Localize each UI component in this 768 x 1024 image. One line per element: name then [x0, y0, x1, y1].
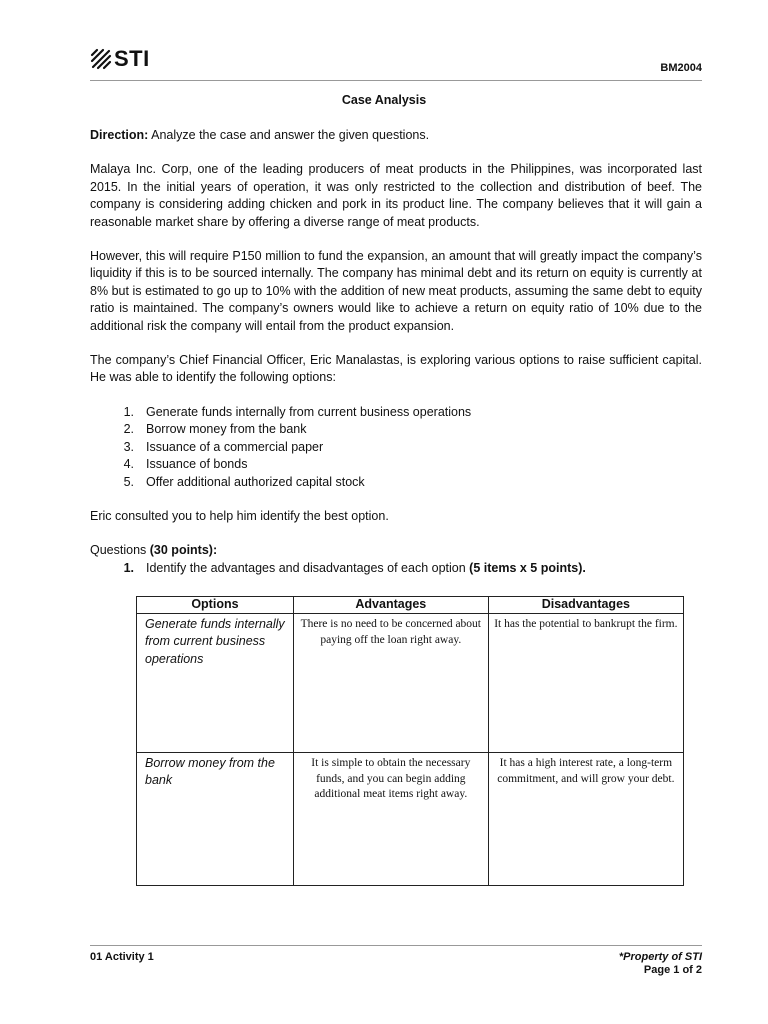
property-notice: *Property of STI	[618, 951, 702, 963]
direction-label: Direction:	[90, 128, 149, 142]
list-number: 1.	[123, 404, 134, 419]
page-footer	[90, 945, 702, 976]
question-points: (5 items x 5 points).	[469, 560, 586, 575]
list-text: Generate funds internally from current business operations	[146, 404, 472, 419]
page-title: Case Analysis	[341, 93, 427, 107]
question-text-wrap	[146, 560, 586, 577]
sti-logo-icon	[90, 48, 112, 70]
activity-label: 01 Activity 1	[90, 951, 154, 963]
options-table	[136, 596, 684, 886]
questions-points: (30 points):	[149, 543, 218, 558]
page-number: Page 1 of 2	[643, 964, 702, 976]
question-text: Identify the advantages and disadvantages of each option	[146, 560, 470, 575]
table-row	[137, 753, 684, 886]
option-cell[interactable]: Borrow money from the bank	[137, 753, 294, 886]
options-list	[90, 404, 702, 491]
consult-line: Eric consulted you to help him identify the best option.	[90, 508, 389, 523]
logo-text: STI	[114, 46, 150, 71]
question-1	[90, 560, 702, 577]
list-number: 2.	[123, 422, 134, 437]
list-number: 5.	[123, 474, 134, 489]
direction-text: Analyze the case and answer the given questions.	[148, 128, 430, 142]
case-paragraph-3: The company’s Chief Financial Officer, Eric Manalastas, is exploring various options to raise sufficient capital. He was able to identify the following options:	[90, 353, 702, 385]
sti-logo	[90, 48, 150, 70]
list-item	[90, 404, 702, 421]
questions-label: Questions	[90, 543, 150, 558]
list-item	[90, 421, 702, 438]
page-header	[90, 46, 702, 81]
case-paragraph-2: However, this will require P150 million to fund the expansion, an amount that will greatly impact the company’s liquidity if this is to be sourced internally. The company has minimal debt and its return on equity is currently at 8% but is estimated to go up to 10% with the addition of new meat products, assuming the same debt to equity ratio is maintained. The company’s owners would like to achieve a return on equity ratio of 10% due to the additional risk the company will entail from the product expansion.	[90, 249, 702, 333]
direction-line	[90, 127, 702, 144]
list-text: Issuance of a commercial paper	[146, 439, 324, 454]
list-text: Issuance of bonds	[146, 457, 248, 472]
list-text: Borrow money from the bank	[146, 422, 307, 437]
list-number: 3.	[123, 439, 134, 454]
list-item	[90, 474, 702, 491]
case-paragraph-1: Malaya Inc. Corp, one of the leading producers of meat products in the Philippines, was incorporated last 2015. In the initial years of operation, it was only restricted to the collection and distribution of beef. The company is considering adding chicken and pork in its product line. The company believes that it will gain a reasonable market share by offering a diverse range of meat products.	[90, 162, 702, 229]
question-number: 1.	[123, 560, 134, 575]
header-options: Options	[137, 597, 294, 614]
header-advantages: Advantages	[293, 597, 488, 614]
option-cell[interactable]: Generate funds internally from current business operations	[137, 614, 294, 753]
questions-heading	[90, 542, 702, 559]
table-row	[137, 614, 684, 753]
footer-right	[619, 951, 702, 977]
advantage-cell[interactable]: There is no need to be concerned about paying off the loan right away.	[293, 614, 488, 753]
list-item	[90, 439, 702, 456]
advantage-cell[interactable]: It is simple to obtain the necessary funds, and you can begin adding additional meat items right away.	[293, 753, 488, 886]
list-item	[90, 456, 702, 473]
header-disadvantages: Disadvantages	[488, 597, 683, 614]
list-text: Offer additional authorized capital stock	[146, 474, 365, 489]
disadvantage-cell[interactable]: It has a high interest rate, a long-term commitment, and will grow your debt.	[488, 753, 683, 886]
disadvantage-cell[interactable]: It has the potential to bankrupt the firm.	[488, 614, 683, 753]
course-code: BM2004	[660, 62, 702, 74]
document-body	[90, 127, 702, 577]
list-number: 4.	[123, 457, 134, 472]
table-header-row	[137, 597, 684, 614]
